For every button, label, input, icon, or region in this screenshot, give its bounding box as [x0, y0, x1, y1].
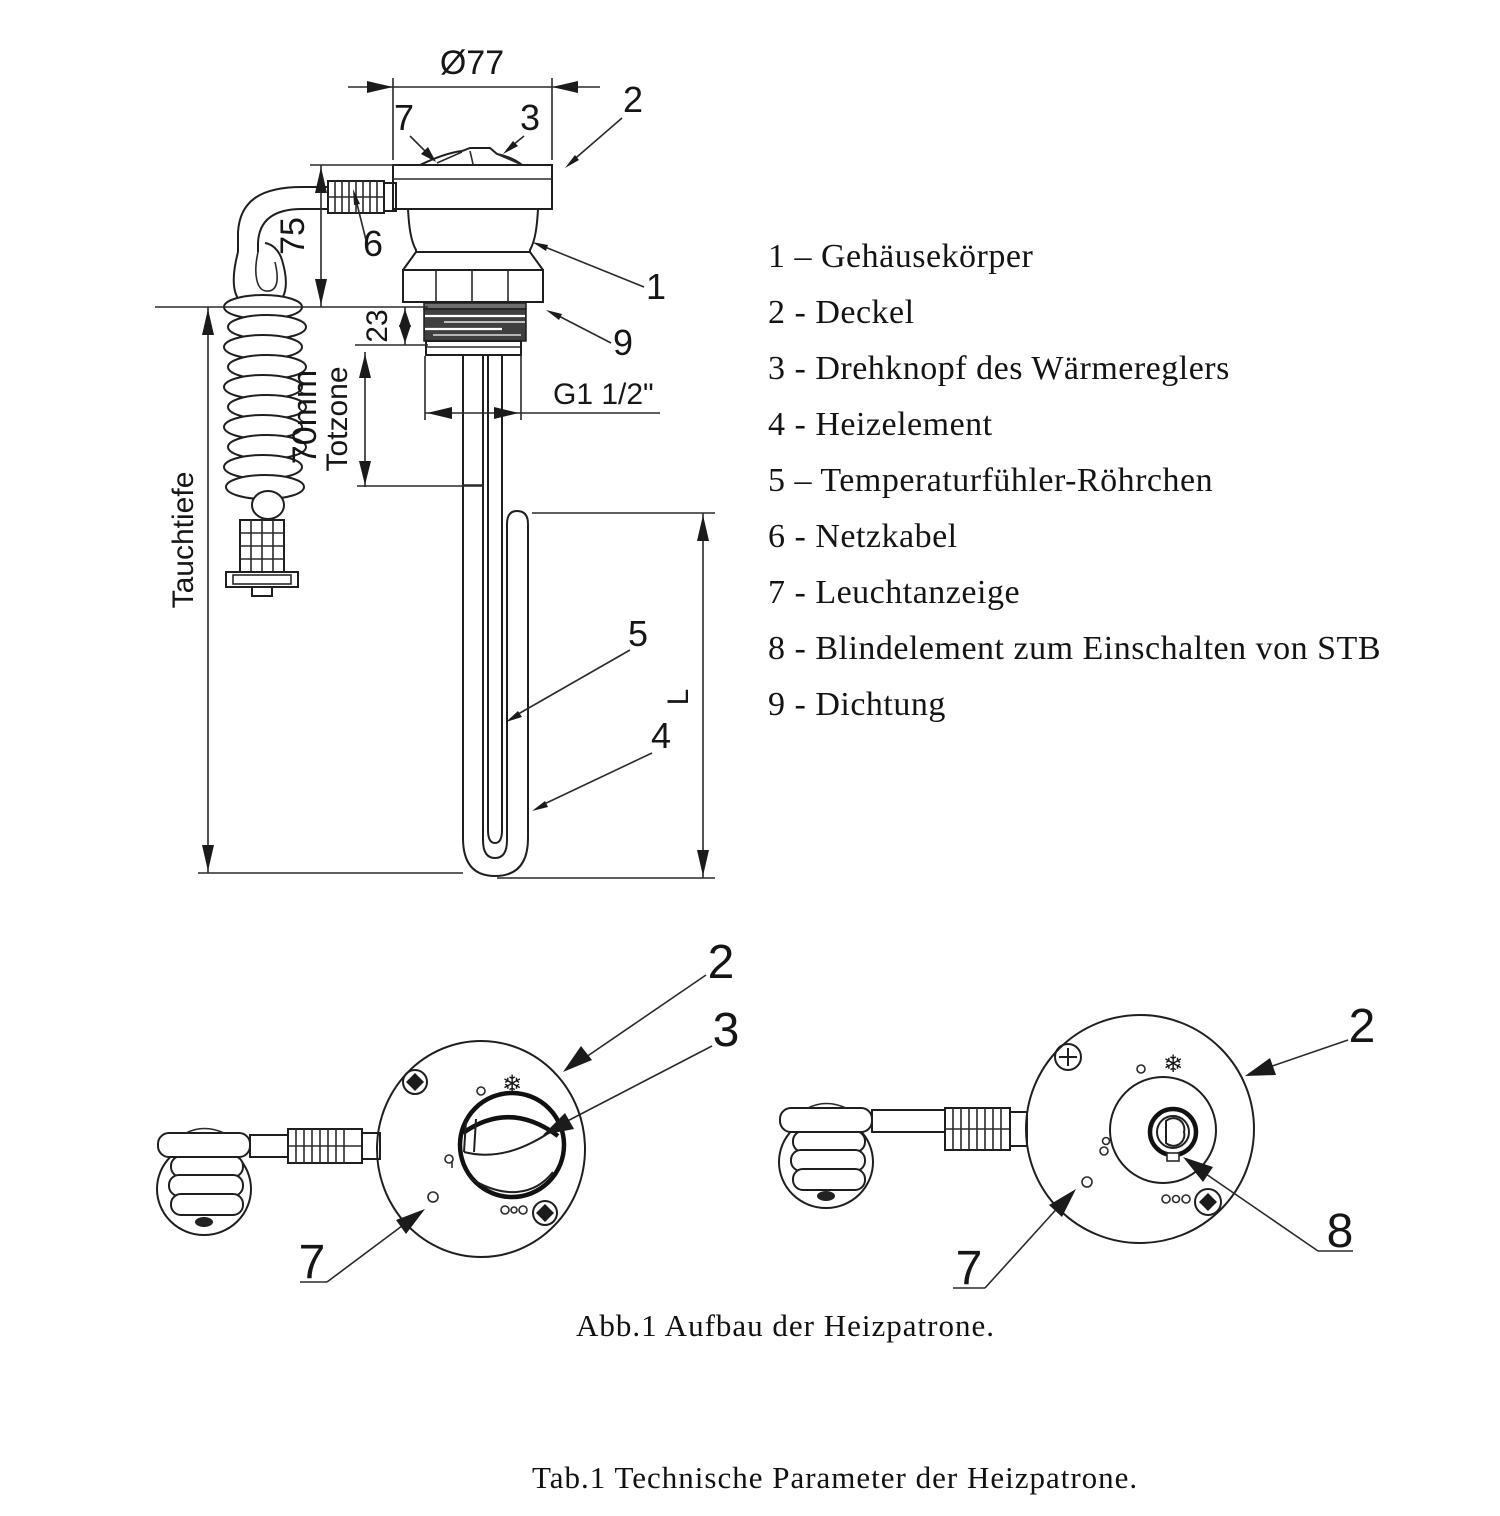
top-view-without-knob: [779, 1000, 1375, 1295]
callout-blindview-indicator: [953, 1189, 1076, 1295]
legend-item-2: 2 - Deckel: [768, 294, 915, 331]
housing-body: [403, 209, 543, 302]
svg-text:7: 7: [298, 1236, 326, 1289]
dim-75-label: 75: [274, 217, 312, 255]
svg-text:3: 3: [712, 1004, 740, 1057]
dim-diameter-label: Ø77: [439, 44, 505, 82]
screw-top-left: [1055, 1044, 1081, 1070]
svg-text:2: 2: [1348, 1000, 1376, 1053]
callout-indicator-top: [394, 97, 436, 162]
legend-item-8: 8 - Blindelement zum Einschalten von STB: [768, 630, 1382, 667]
svg-text:7: 7: [955, 1242, 983, 1295]
scale-dot: [1137, 1065, 1145, 1073]
svg-text:6: 6: [362, 223, 384, 264]
seal-ring: [424, 303, 526, 309]
svg-text:7: 7: [393, 97, 415, 138]
temperature-sensor-tube: [488, 355, 502, 843]
dim-length-l: [497, 513, 715, 878]
dim-totzone-label: Totzone: [321, 366, 354, 472]
blind-element-hub: [1150, 1109, 1196, 1161]
scale-dots: [1162, 1195, 1190, 1203]
dim-diameter-77: [348, 44, 600, 160]
legend-item-1: 1 – Gehäusekörper: [768, 238, 1034, 275]
svg-text:5: 5: [627, 613, 649, 654]
snowflake-icon: ❄: [1162, 1050, 1184, 1078]
thread-g1-1-2: [424, 309, 526, 341]
svg-text:8: 8: [1326, 1205, 1354, 1258]
dim-23-label: 23: [361, 309, 394, 343]
knob-scale-dot: [477, 1087, 485, 1095]
svg-text:2: 2: [622, 79, 644, 120]
table-caption: Tab.1 Technische Parameter der Heizpatrone.: [532, 1460, 1139, 1495]
main-side-view: [155, 44, 715, 878]
heating-element-tube: [463, 355, 528, 876]
figure-caption: Abb.1 Aufbau der Heizpatrone.: [576, 1308, 995, 1343]
svg-text:9: 9: [612, 322, 634, 363]
screw-top-left: [403, 1070, 427, 1094]
svg-text:2: 2: [707, 936, 735, 989]
cable-plug-end: [226, 572, 298, 596]
dim-thread-label: G1 1/2": [553, 378, 654, 411]
legend-item-6: 6 - Netzkabel: [768, 518, 958, 555]
legend-item-5: 5 – Temperaturfühler-Röhrchen: [768, 462, 1214, 499]
knob-scale-dots: [501, 1206, 527, 1214]
callout-cable: [353, 189, 383, 264]
callout-housing: [532, 242, 666, 307]
dim-23: [355, 307, 428, 345]
cover-cap-side: [393, 165, 552, 209]
indicator-light-hole: [428, 1192, 438, 1202]
callout-knobview-knob: [543, 1004, 739, 1135]
callout-heating-element: [532, 715, 671, 811]
svg-text:3: 3: [519, 97, 541, 138]
dim-totzone: [286, 352, 484, 487]
dim-70mm-label: 70mm: [286, 369, 324, 465]
parts-legend: [768, 234, 1381, 738]
knob-scale-mark: [445, 1155, 453, 1168]
callout-knob-top: [503, 97, 540, 154]
legend-item-4: 4 - Heizelement: [768, 406, 993, 443]
svg-text:1: 1: [645, 266, 667, 307]
legend-item-3: 3 - Drehknopf des Wärmereglers: [768, 350, 1230, 387]
snowflake-icon: ❄: [501, 1070, 523, 1098]
top-view-with-knob: [157, 936, 739, 1289]
callout-knobview-indicator: [299, 1209, 425, 1289]
legend-item-7: 7 - Leuchtanzeige: [768, 574, 1021, 611]
callout-seal: [546, 310, 633, 363]
callout-blindview-cover: [1245, 1000, 1375, 1076]
screw-bottom-right: [533, 1201, 557, 1225]
knob-top-view: [460, 1093, 564, 1197]
dim-tauchtiefe-label: Tauchtiefe: [167, 471, 200, 609]
svg-text:4: 4: [650, 715, 672, 756]
indicator-light-hole: [1082, 1177, 1092, 1187]
mounting-flange: [426, 341, 521, 355]
dim-thread-size: [425, 356, 660, 420]
scale-double-dot: [1100, 1138, 1110, 1156]
cable-connector: [240, 520, 284, 572]
blind-view-plug: [779, 1104, 1027, 1209]
knob-view-plug: [157, 1129, 380, 1236]
callout-knobview-cover: [563, 936, 734, 1072]
screw-bottom-right: [1195, 1189, 1221, 1215]
dim-l-label: L: [662, 688, 695, 706]
cable-strain-relief: [328, 181, 396, 213]
legend-item-9: 9 - Dichtung: [768, 686, 946, 723]
